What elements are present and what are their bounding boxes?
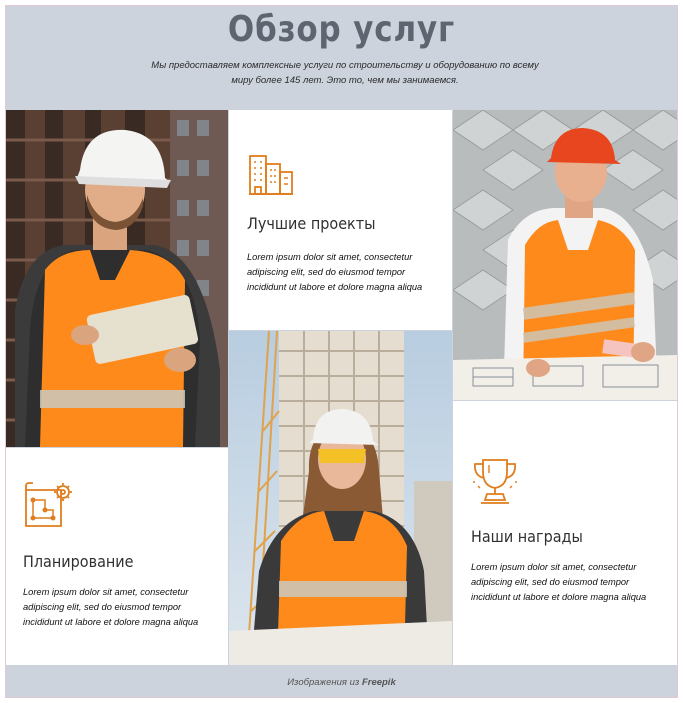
buildings-icon (247, 150, 295, 203)
card-best-projects (229, 110, 452, 330)
card-title: Наши награды (471, 527, 583, 546)
credit-link[interactable]: Freepik (361, 677, 396, 688)
page (5, 5, 678, 698)
trophy-icon (471, 456, 519, 511)
blueprint-gear-icon (23, 480, 73, 535)
card-planning (5, 448, 228, 665)
credit-prefix: Изображения из (287, 677, 360, 688)
card-awards (453, 401, 678, 665)
card-text: Lorem ipsum dolor sit amet, consectetur adipiscing elit, sed do eiusmod tempor incididunt ut labore et dolore magna aliqua (247, 252, 423, 292)
card-text: Lorem ipsum dolor sit amet, consectetur adipiscing elit, sed do eiusmod tempor incididunt ut labore et dolore magna aliqua (23, 587, 199, 627)
image-credit (5, 677, 678, 688)
page-subtitle: Мы предоставляем комплексные услуги по строительству и оборудованию по всему миру более 145 лет. Это то, чем мы занимаемся. (151, 60, 539, 86)
card-title: Лучшие проекты (247, 214, 376, 233)
page-title: Обзор услуг (227, 9, 456, 50)
services-grid (5, 110, 678, 665)
card-title: Планирование (23, 552, 134, 571)
photo-worker-goggles (229, 331, 452, 665)
photo-engineer-blueprints (453, 110, 678, 400)
card-text: Lorem ipsum dolor sit amet, consectetur adipiscing elit, sed do eiusmod tempor incididunt ut labore et dolore magna aliqua (471, 562, 647, 602)
photo-worker-tablet (5, 110, 228, 447)
